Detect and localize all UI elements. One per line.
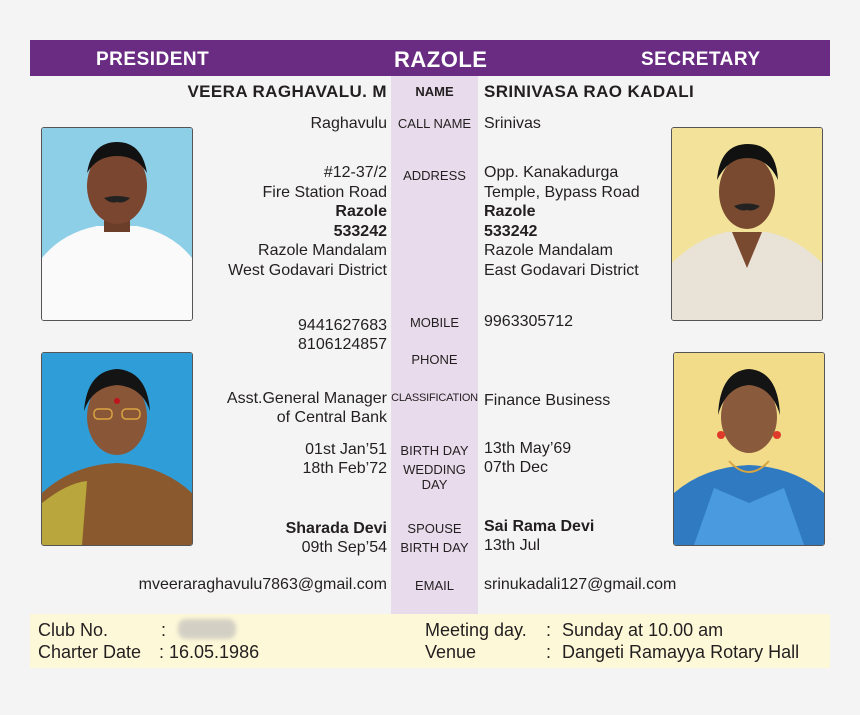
president-birth-day: 01st Jan’51 [305, 441, 387, 458]
label-email: EMAIL [414, 578, 454, 593]
secretary-spouse-photo [673, 352, 825, 546]
meeting-day-label: Meeting day. [425, 620, 527, 640]
secretary-address-mandal: Razole Mandalam [484, 242, 613, 259]
president-photo [41, 127, 193, 321]
charter-date-label: Charter Date [38, 642, 142, 662]
label-call-name: CALL NAME [397, 116, 472, 131]
secretary-heading: SECRETARY [641, 49, 761, 70]
secretary-address-line1: Opp. Kanakadurga [484, 164, 619, 181]
president-mobile: 9441627683 [298, 317, 387, 334]
president-address [228, 163, 387, 280]
secretary-address-line2: Temple, Bypass Road [484, 183, 640, 201]
label-address: ADDRESS [403, 168, 466, 183]
meeting-day-colon: : [546, 620, 552, 640]
venue-value: Dangeti Ramayya Rotary Hall [562, 642, 800, 662]
president-address-district: West Godavari District [228, 261, 387, 279]
president-spouse-photo [41, 352, 193, 546]
label-classification: CLASSIFICATION [391, 392, 478, 404]
label-spouse-birth-day: BIRTH DAY [400, 540, 469, 555]
venue-label: Venue [425, 642, 477, 662]
secretary-classification: Finance Business [484, 392, 611, 409]
meeting-day-value: Sunday at 10.00 am [562, 620, 724, 640]
label-mobile: MOBILE [409, 315, 460, 330]
secretary-address-town: Razole [484, 203, 536, 220]
club-no-label: Club No. [38, 620, 109, 640]
president-spouse: Sharada Devi [285, 520, 387, 537]
secretary-call-name: Srinivas [484, 115, 541, 132]
secretary-email: srinukadali127@gmail.com [484, 576, 677, 593]
label-birth-day: BIRTH DAY [400, 443, 469, 458]
charter-date-value: : 16.05.1986 [159, 642, 260, 662]
president-name: VEERA RAGHAVALU. M [187, 82, 387, 101]
president-spouse-birth-day: 09th Sep’54 [301, 539, 387, 556]
secretary-name: SRINIVASA RAO KADALI [484, 82, 695, 101]
secretary-address-pin: 533242 [484, 222, 538, 240]
secretary-spouse-birth-day: 13th Jul [484, 537, 541, 554]
club-no-redacted [178, 619, 236, 639]
secretary-address [484, 163, 640, 280]
president-phone: 8106124857 [298, 336, 387, 353]
president-address-pin: 533242 [333, 222, 387, 240]
president-wedding-day: 18th Feb’72 [302, 460, 387, 477]
president-classification-line2: of Central Bank [276, 409, 387, 426]
club-no-colon: : [161, 620, 167, 640]
header-bar [30, 40, 830, 76]
secretary-spouse: Sai Rama Devi [484, 518, 595, 535]
president-classification-line1: Asst.General Manager [226, 390, 387, 407]
president-heading: PRESIDENT [96, 49, 210, 70]
secretary-mobile: 9963305712 [484, 313, 573, 330]
secretary-wedding-day: 07th Dec [484, 459, 549, 476]
president-address-line1: #12-37/2 [323, 164, 387, 181]
label-wedding-day: WEDDING DAY [403, 462, 466, 492]
club-title: RAZOLE [394, 47, 488, 72]
secretary-birth-day: 13th May’69 [484, 440, 572, 457]
club-info-footer [30, 614, 830, 668]
label-phone: PHONE [411, 352, 458, 367]
president-call-name: Raghavulu [310, 115, 387, 132]
secretary-photo [671, 127, 823, 321]
president-email: mveeraraghavulu7863@gmail.com [138, 576, 387, 593]
secretary-address-district: East Godavari District [484, 261, 639, 279]
venue-colon: : [546, 642, 552, 662]
president-address-mandal: Razole Mandalam [258, 242, 387, 259]
president-address-town: Razole [335, 203, 387, 220]
president-address-line2: Fire Station Road [262, 183, 387, 201]
label-spouse: SPOUSE [407, 521, 462, 536]
label-name: NAME [415, 84, 454, 99]
